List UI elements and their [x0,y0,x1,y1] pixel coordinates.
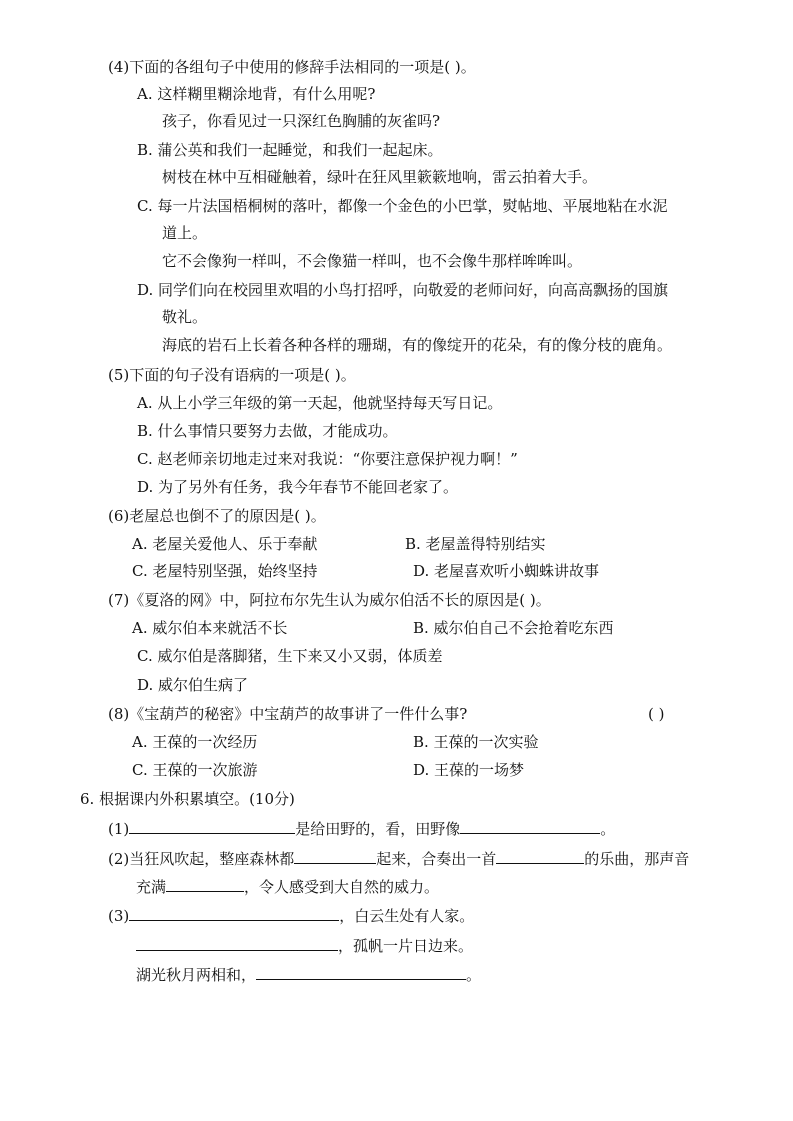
q6-option-b: B. 老屋盖得特别结实 [405,535,546,553]
fill-item-2-text-b: 起来，合奏出一首 [376,850,497,868]
q8-option-a: A. 王葆的一次经历 [132,733,258,751]
q5-option-c: C. 赵老师亲切地走过来对我说：“你要注意保护视力啊！” [137,450,518,468]
q4-option-d-line3: 海底的岩石上长着各种各样的珊瑚，有的像绽开的花朵，有的像分枝的鹿角。 [162,336,673,354]
q7-option-a: A. 威尔伯本来就活不长 [132,619,288,637]
q6-stem: (6)老屋总也倒不了的原因是( )。 [108,507,326,525]
fill-item-3-line3 [136,964,481,985]
q5-stem: (5)下面的句子没有语病的一项是( )。 [108,366,356,384]
q4-stem: (4)下面的各组句子中使用的修辞手法相同的一项是( )。 [108,58,476,76]
fill-item-3-text-c: 湖光秋月两相和， [136,966,257,984]
fill-item-2-text-c: 的乐曲，那声音 [584,850,690,868]
fill-item-1 [108,818,615,839]
fill-item-2-line1 [108,848,689,869]
q6-option-a: A. 老屋关爱他人、乐于奉献 [132,535,318,553]
q5-option-d: D. 为了另外有任务，我今年春节不能回老家了。 [137,478,459,496]
fill-item-1-number: (1) [108,820,130,838]
q6-option-d: D. 老屋喜欢听小蜘蛛讲故事 [413,562,600,580]
q4-option-a-line1: A. 这样糊里糊涂地背，有什么用呢? [137,85,376,103]
q8-stem: (8)《宝葫芦的秘密》中宝葫芦的故事讲了一件什么事? [108,705,468,723]
q8-answer-paren: ( ) [648,705,665,723]
q8-option-b: B. 王葆的一次实验 [413,733,539,751]
q4-option-a-line2: 孩子，你看见过一只深红色胸脯的灰雀吗? [162,112,441,130]
q7-option-b: B. 威尔伯自己不会抢着吃东西 [413,619,614,637]
q7-option-d: D. 威尔伯生病了 [137,676,249,694]
q4-option-c-line3: 它不会像狗一样叫，不会像猫一样叫，也不会像牛那样哞哞叫。 [162,252,583,270]
fill-item-1-end: 。 [600,820,616,838]
fill-blank-2b[interactable] [496,848,584,864]
fill-blank-1b[interactable] [460,818,600,834]
q7-option-c: C. 威尔伯是落脚猪，生下来又小又弱，体质差 [137,647,443,665]
fill-item-3-text-b: ，孤帆一片日边来。 [338,937,474,955]
fill-item-3-line1 [108,905,474,926]
fill-item-2-line2 [136,876,439,897]
fill-blank-3b[interactable] [136,935,338,951]
fill-blank-1a[interactable] [129,818,295,834]
fill-blank-3a[interactable] [129,905,339,921]
q8-option-d: D. 王葆的一场梦 [413,761,525,779]
q4-option-b-line2: 树枝在林中互相碰触着，绿叶在狂风里簌簌地响，雷云拍着大手。 [162,168,598,186]
fill-blank-3c[interactable] [256,964,466,980]
q7-stem: (7)《夏洛的网》中，阿拉布尔先生认为威尔伯活不长的原因是( )。 [108,591,551,609]
fill-item-3-line2 [136,935,473,956]
fill-item-1-text: 是给田野的，看，田野像 [295,820,461,838]
section6-title: 6. 根据课内外积累填空。(10分) [80,790,295,808]
q4-option-b-line1: B. 蒲公英和我们一起睡觉，和我们一起起床。 [137,141,443,159]
q4-option-d-line1: D. 同学们向在校园里欢唱的小鸟打招呼，向敬爱的老师问好，向高高飘扬的国旗 [137,281,669,299]
q8-option-c: C. 王葆的一次旅游 [132,761,258,779]
q6-option-c: C. 老屋特别坚强，始终坚持 [132,562,318,580]
fill-item-3-text-a: ，白云生处有人家。 [339,907,475,925]
fill-item-2-text-a: (2)当狂风吹起，整座森林都 [108,850,295,868]
fill-item-2-text-e: ，令人感受到大自然的威力。 [244,878,440,896]
q4-option-c-line1: C. 每一片法国梧桐树的落叶，都像一个金色的小巴掌，熨帖地、平展地粘在水泥 [137,197,668,215]
q5-option-b: B. 什么事情只要努力去做，才能成功。 [137,422,398,440]
q5-option-a: A. 从上小学三年级的第一天起，他就坚持每天写日记。 [137,394,503,412]
fill-item-3-number: (3) [108,907,130,925]
q4-option-d-line2: 敬礼。 [162,308,208,326]
q4-option-c-line2: 道上。 [162,224,208,242]
fill-item-2-text-d: 充满 [136,878,167,896]
fill-blank-2c[interactable] [166,876,244,892]
fill-item-3-end: 。 [466,966,482,984]
fill-blank-2a[interactable] [294,848,376,864]
